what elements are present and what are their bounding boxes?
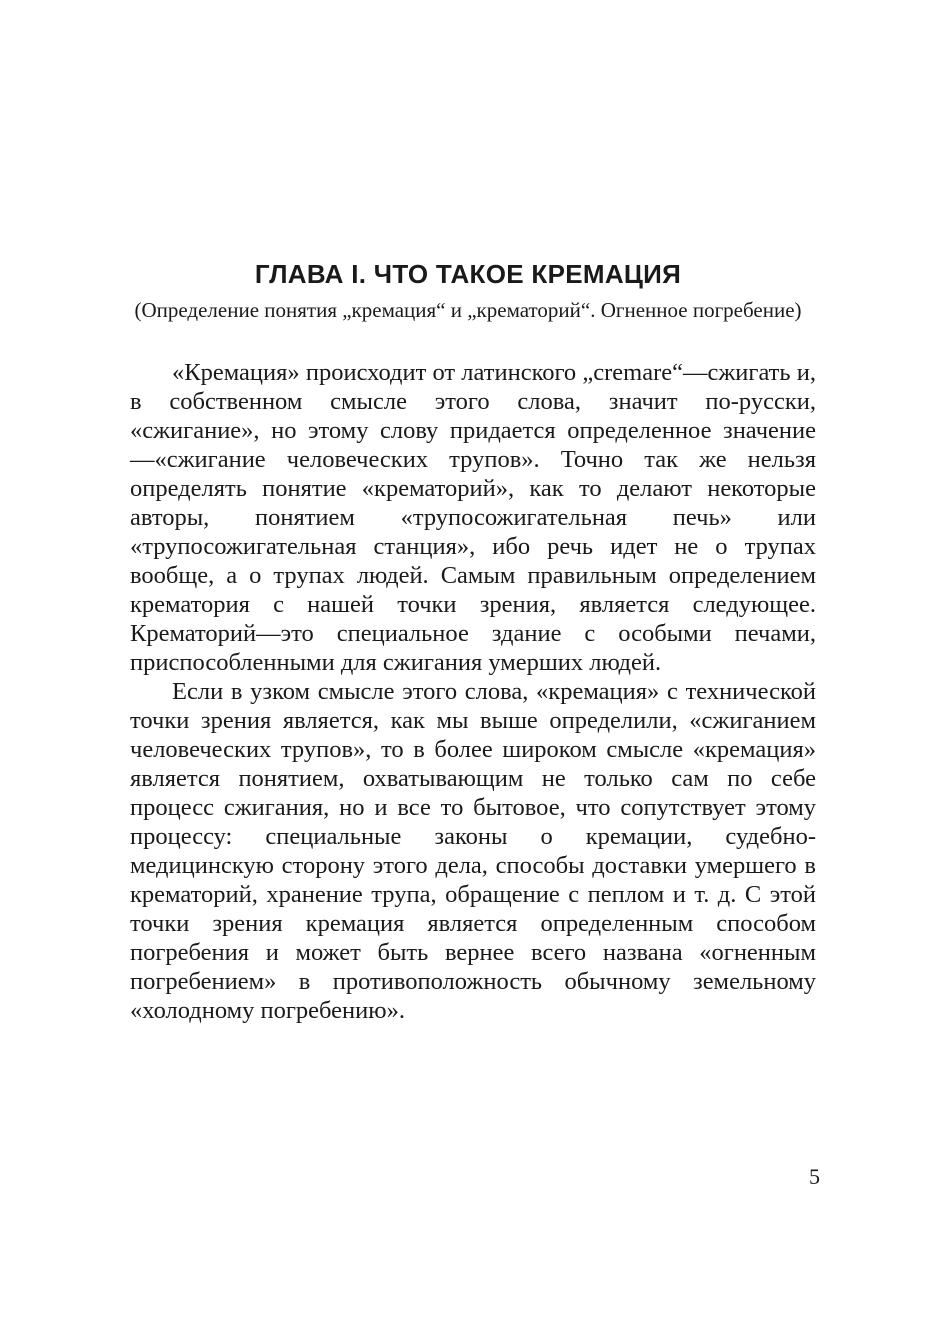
paragraph: «Кремация» происходит от латинского „cremare“—сжигать и, в собственном смысле этого слова, значит по-русски, «сжигание», но этому слову придается определенное значение—«сжигание человеческих трупов». Точно так же нельзя определять понятие «крематорий», как то делают некоторые авторы, понятием «трупосожигательная печь» или «трупосожигательная станция», ибо речь идет не о трупах вообще, а о трупах людей. Самым правильным определением крематория с нашей точки зрения, является следующее. Крематорий—это специальное здание с особыми печами, приспособленными для сжигания умерших людей. (130, 359, 816, 676)
paragraph: Если в узком смысле этого слова, «кремация» с технической точки зрения является, как мы выше определили, «сжиганием человеческих трупов», то в более широком смысле «кремация» является понятием, охватывающим не только сам по себе процесс сжигания, но и все то бытовое, что сопутствует этому процессу: специальные законы о кремации, судебно-медицинскую сторону этого дела, способы доставки умершего в крематорий, хранение трупа, обращение с пеплом и т. д. С этой точки зрения кремация является определенным способом погребения и может быть вернее всего названа «огненным погребением» в противоположность обычному земельному «холодному погребению». (130, 678, 816, 1024)
page-number: 5 (809, 1164, 820, 1189)
chapter-title: ГЛАВА I. ЧТО ТАКОЕ КРЕМАЦИЯ (254, 259, 682, 289)
body-text (130, 358, 816, 1025)
chapter-subtitle: (Определение понятия „кремация“ и „крематорий“. Огненное погребение) (134, 298, 802, 322)
